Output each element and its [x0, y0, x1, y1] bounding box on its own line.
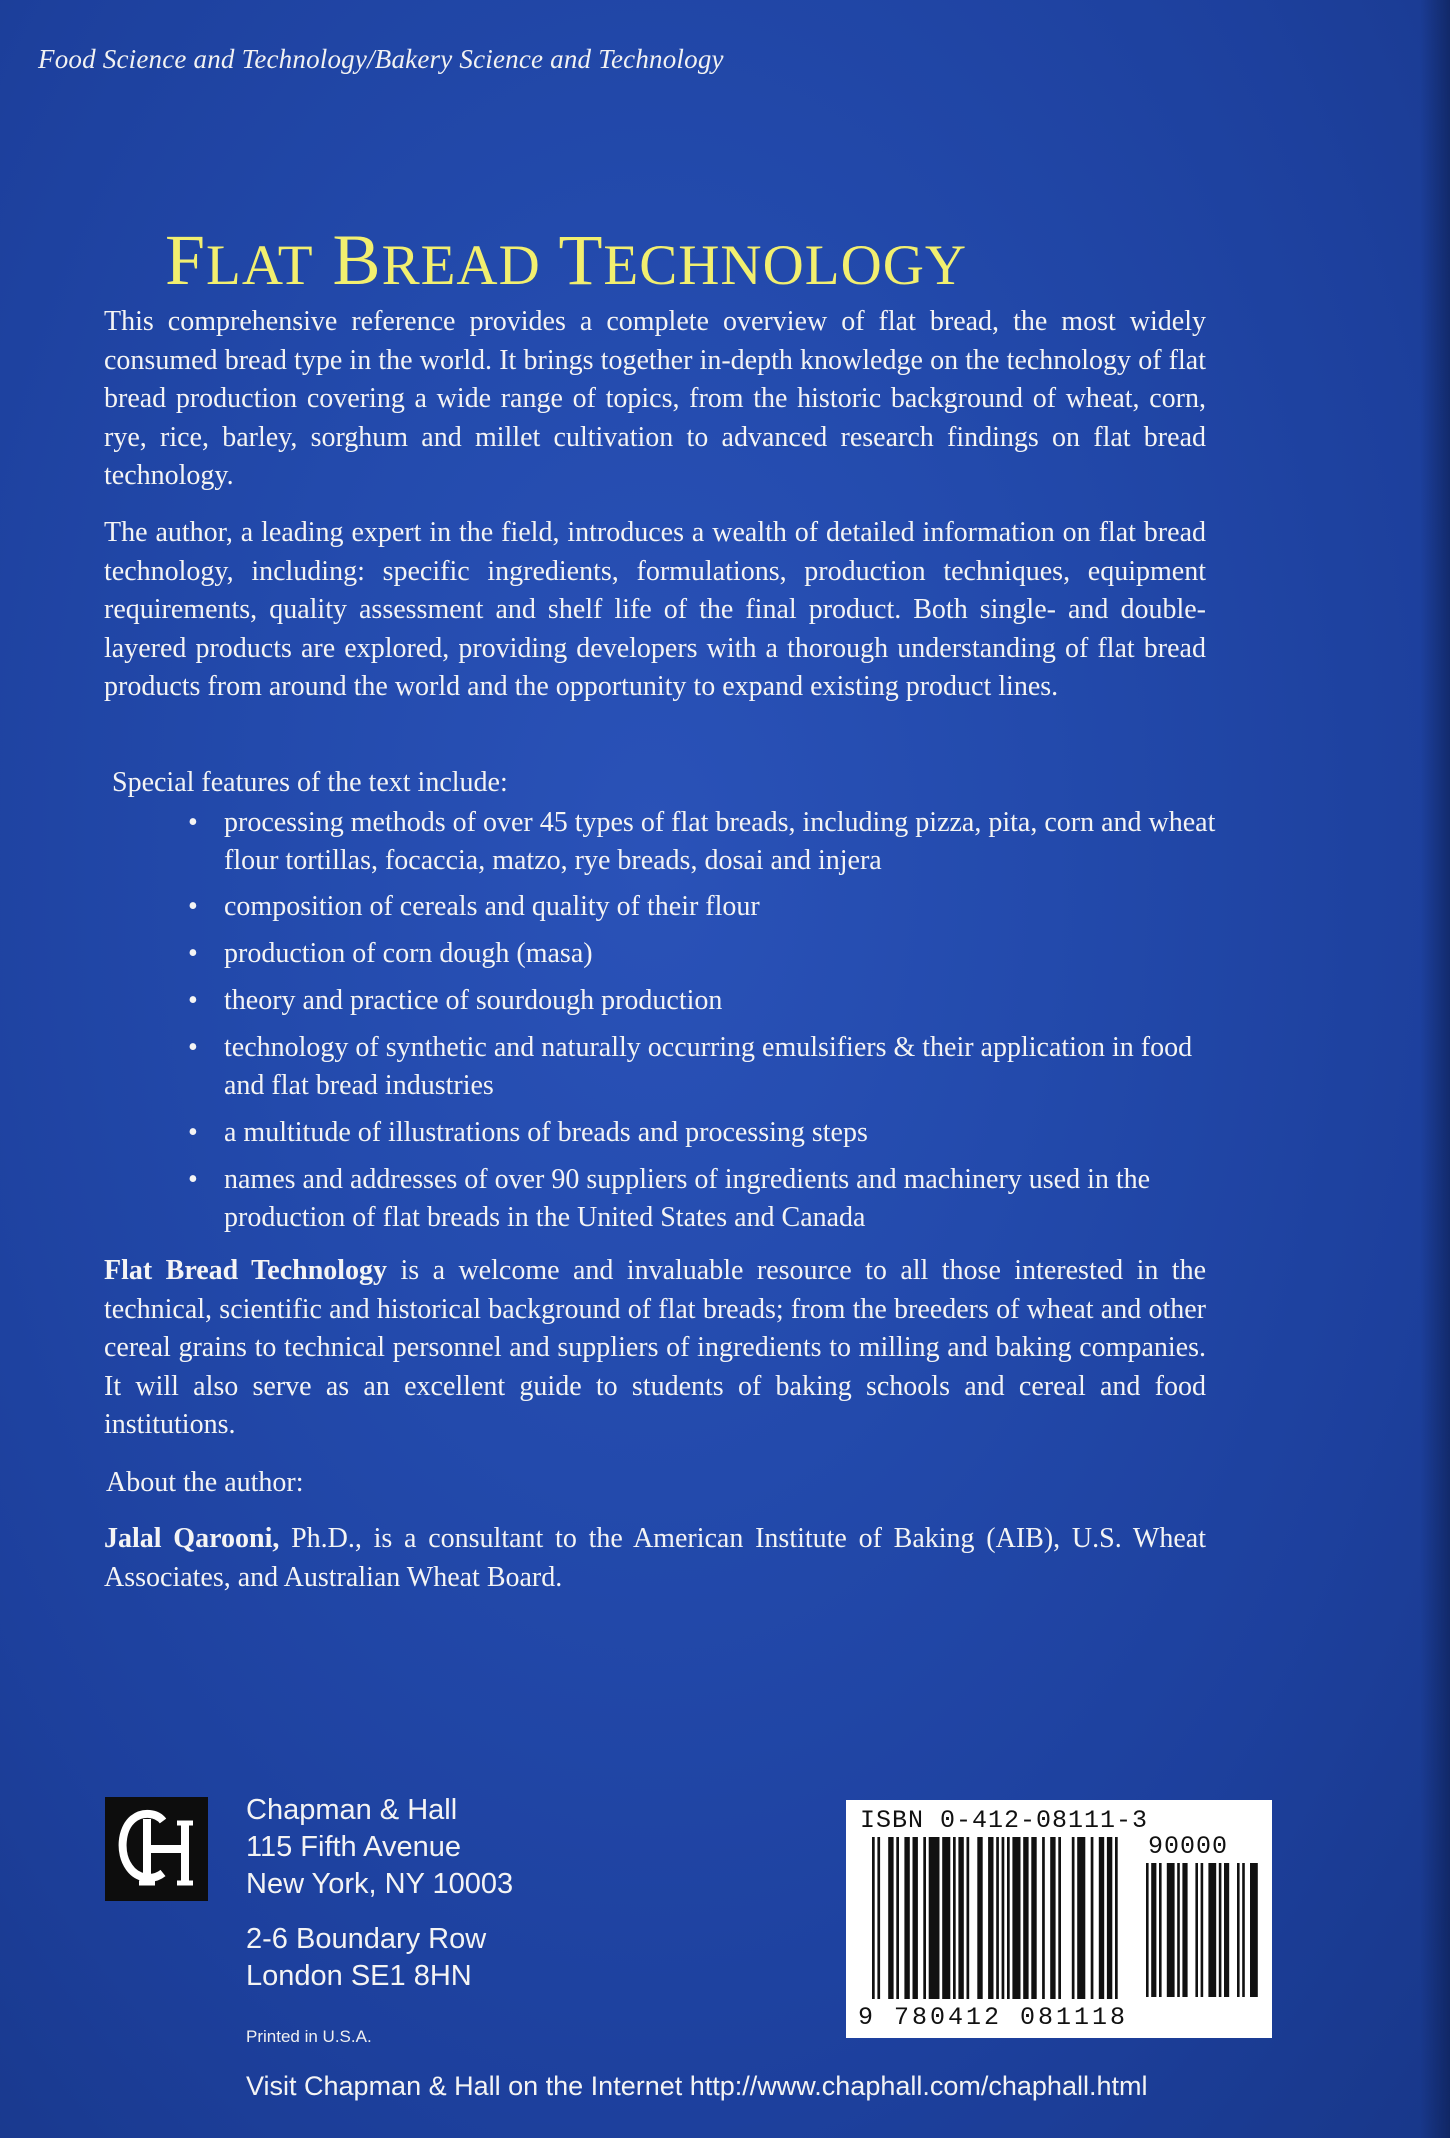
isbn-number: ISBN 0-412-08111-3 [860, 1806, 1149, 1835]
bullet-icon: • [188, 1032, 198, 1063]
barcode-bar [1242, 1863, 1245, 1997]
summary-text: is a welcome and invaluable resource to all those interested in the technical, scientific and historical background of flat breads; from the breeders of wheat and other cereal grains to technical personnel and suppliers of ingredients to milling and baking companies. It will also serve as an excellent guide to students of baking schools and cereal and food institutions. [104, 1255, 1206, 1440]
barcode-bar [1107, 1837, 1112, 1999]
list-item [184, 1161, 1224, 1237]
barcode-bar [953, 1837, 956, 1999]
ch-logo-icon [105, 1797, 208, 1901]
barcode-bar [1050, 1837, 1055, 1999]
author-name: Jalal Qarooni, [104, 1523, 280, 1554]
barcode-bar [1058, 1837, 1061, 1999]
barcode-bar [1002, 1837, 1005, 1999]
address-line: 115 Fifth Avenue [246, 1831, 461, 1863]
author-bio-text: Ph.D., is a consultant to the American Institute of Baking (AIB), U.S. Wheat Associates, and Australian Wheat Board. [104, 1523, 1206, 1593]
bullet-icon: • [188, 1117, 198, 1148]
address-line: New York, NY 10003 [246, 1868, 514, 1900]
barcode-bar [1023, 1837, 1028, 1999]
title-rest-lat: LAT [206, 234, 314, 298]
list-item-text: names and addresses of over 90 suppliers of ingredients and machinery used in the production of flat breads in the United States and Canada [224, 1164, 1151, 1233]
barcode-bar [1159, 1863, 1162, 1997]
barcode-bar [1177, 1863, 1180, 1997]
bullet-icon: • [188, 1164, 198, 1195]
barcode-bar [967, 1837, 970, 1999]
barcode-bar [896, 1837, 899, 1999]
barcode-bar [1031, 1837, 1036, 1999]
barcode-bar [1151, 1863, 1156, 1997]
publisher-name: Chapman & Hall [246, 1794, 458, 1826]
features-heading: Special features of the text include: [112, 767, 508, 798]
ean-barcode-icon [872, 1837, 1134, 1999]
barcode-bar [1042, 1837, 1045, 1999]
title-rest-echnology: ECHNOLOGY [603, 234, 968, 298]
website-line: Visit Chapman & Hall on the Internet http://www.chaphall.com/chaphall.html [246, 2071, 1148, 2101]
barcode-bar [913, 1837, 918, 1999]
list-item [184, 1029, 1224, 1105]
barcode-bar [1208, 1863, 1216, 1997]
list-item [184, 804, 1224, 880]
price-code: 90000 [1148, 1832, 1229, 1861]
barcode-bar [877, 1837, 880, 1999]
author-intro-paragraph: The author, a leading expert in the field, introduces a wealth of detailed information on flat bread technology, including: specific ingredients, formulations, production techniques, equipment requirements, quality assessment and shelf life of the final product. Both single- and double-layered products are explored, providing developers with a thorough understanding of flat bread products from around the world and the opportunity to expand existing product lines. [104, 517, 1206, 702]
list-item-text: technology of synthetic and naturally occurring emulsifiers & their application in food and flat bread industries [224, 1032, 1193, 1101]
overview-paragraph: This comprehensive reference provides a complete overview of flat bread, the most widely consumed bread type in the world. It brings together in-depth knowledge on the technology of flat bread production covering a wide range of topics, from the historic background of wheat, corn, rye, rice, barley, sorghum and millet cultivation to advanced research findings on flat bread technology. [104, 306, 1206, 491]
author-bio [104, 1520, 1206, 1597]
barcode-bar [1195, 1863, 1198, 1997]
bullet-icon: • [188, 807, 198, 838]
list-item [184, 935, 1224, 973]
barcode-bar [888, 1837, 893, 1999]
barcode-bar [1146, 1863, 1149, 1997]
barcode-bar [1224, 1863, 1229, 1997]
list-item [184, 888, 1224, 926]
barcode-bar [904, 1837, 909, 1999]
bullet-icon: • [188, 985, 198, 1016]
address-line: 2-6 Boundary Row [246, 1923, 487, 1955]
barcode-bar [1115, 1837, 1118, 1999]
ean-digits: 9 780412 081118 [858, 2003, 1129, 2032]
barcode-bar [988, 1837, 993, 1999]
list-item-text: theory and practice of sourdough production [224, 985, 723, 1016]
spine-shadow [1420, 0, 1450, 2138]
publisher-address-us [246, 1792, 513, 1903]
barcode-bar [872, 1837, 875, 1999]
barcode-bar [1237, 1863, 1240, 1997]
barcode-bar [977, 1837, 982, 1999]
barcode-bar [958, 1837, 963, 1999]
list-item-text: a multitude of illustrations of breads and processing steps [224, 1117, 868, 1148]
list-item-text: processing methods of over 45 types of flat breads, including pizza, pita, corn and wheat flour tortillas, focaccia, matzo, rye breads, dosai and injera [224, 807, 1216, 876]
barcode-bar [929, 1837, 940, 1999]
features-list [184, 804, 1224, 1246]
address-line: London SE1 8HN [246, 1960, 472, 1992]
book-title [165, 220, 968, 301]
barcode-label [846, 1800, 1272, 2038]
series-label: Food Science and Technology/Bakery Science and Technology [38, 44, 724, 74]
title-initial-b: B [332, 220, 382, 301]
publisher-address-uk [246, 1921, 486, 1995]
bullet-icon: • [188, 938, 198, 969]
barcode-bar [1091, 1837, 1094, 1999]
summary-paragraph [104, 1252, 1206, 1445]
publisher-logo [105, 1797, 208, 1901]
barcode-bar [1099, 1837, 1104, 1999]
barcode-bar [923, 1837, 926, 1999]
barcode-bar [1201, 1863, 1204, 1997]
barcode-bar [1077, 1837, 1085, 1999]
bullet-icon: • [188, 891, 198, 922]
barcode-bar [1250, 1863, 1258, 1997]
barcode-bar [1012, 1837, 1020, 1999]
barcode-bar [1219, 1863, 1222, 1997]
list-item [184, 1114, 1224, 1152]
addon-barcode-icon [1146, 1863, 1262, 1997]
title-initial-f: F [165, 220, 207, 301]
title-rest-read: READ [381, 234, 541, 298]
list-item-text: production of corn dough (masa) [224, 938, 593, 969]
list-item-text: composition of cereals and quality of their flour [224, 891, 760, 922]
book-title-inline: Flat Bread Technology [104, 1255, 388, 1286]
printed-in: Printed in U.S.A. [246, 2027, 372, 2046]
barcode-bar [1007, 1837, 1010, 1999]
about-author-heading: About the author: [106, 1467, 304, 1498]
barcode-bar [996, 1837, 999, 1999]
title-initial-t: T [558, 220, 604, 301]
barcode-bar [1182, 1863, 1187, 1997]
barcode-bar [1167, 1863, 1175, 1997]
list-item [184, 982, 1224, 1020]
barcode-bar [942, 1837, 950, 1999]
barcode-bar [1072, 1837, 1075, 1999]
